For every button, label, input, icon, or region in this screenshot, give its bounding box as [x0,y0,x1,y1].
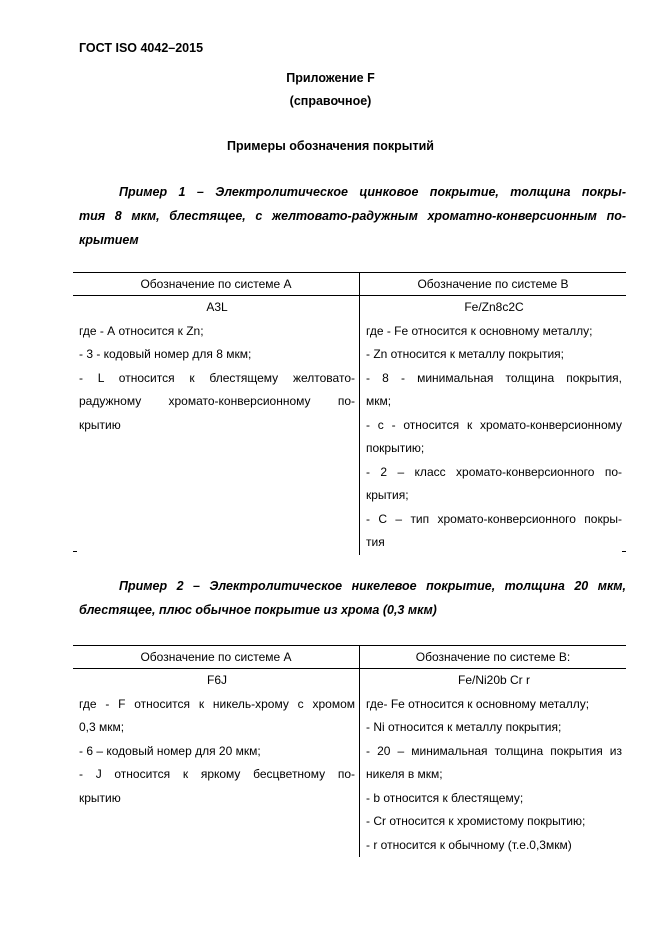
document-header: ГОСТ ISO 4042–2015 [79,41,204,55]
col-a-cell [73,296,360,555]
col-a-code: A3L [206,300,228,314]
col-b-line: где- Fe относится к основному металлу; [366,696,590,711]
col-b-line: - Ni относится к металлу покрытия; [366,720,562,734]
col-b-line: - с - относится к хромато-конверсионному [366,417,622,432]
col-b-line: мкм; [366,394,392,408]
col-a-line: где - F относится к никель-хрому с хромом [79,696,355,711]
section-title: Примеры обозначения покрытий [227,139,434,153]
col-b-header: Обозначение по системе В [360,273,627,296]
col-b-line: - Zn относится к металлу покрытия; [366,347,565,361]
example-1-line: крытием [79,233,139,247]
appendix-type: (справочное) [289,94,372,108]
col-a-header: Обозначение по системе А [73,646,360,669]
example-1-line: Пример 1 – Электролитическое цинковое покрытие, толщина покры- [119,185,626,199]
col-b-cell [360,296,627,555]
example-1-text [79,180,626,252]
example-1-line: тия 8 мкм, блестящее, с желтовато-радужным хроматно-конверсионным по- [79,209,626,223]
col-a-line: - 3 - кодовый номер для 8 мкм; [79,347,252,361]
col-a-line: где - А относится к Zn; [79,323,204,338]
col-b-line: - 20 – минимальная толщина покрытия из [366,743,622,758]
example-2-text [79,574,626,622]
col-b-line: - 2 – класс хромато-конверсионного по- [366,464,622,479]
col-a-line: - L относится к блестящему желтовато- [79,370,355,385]
table-corner-mark [73,551,77,552]
table-corner-mark [622,551,626,552]
col-b-line: крытия; [366,488,409,502]
col-a-line: крытию [79,790,121,805]
col-b-header: Обозначение по системе В: [360,646,627,669]
designation-table-2 [73,645,626,857]
col-b-line: - r относится к обычному (т.е.0,3мкм) [366,837,572,852]
col-b-line: - b относится к блестящему; [366,790,524,805]
col-a-line: 0,3 мкм; [79,720,125,734]
col-b-line: покрытию; [366,441,425,455]
appendix-title: Приложение F [286,71,375,85]
col-a-code: F6J [206,673,227,687]
designation-table-1 [73,272,626,555]
col-a-header: Обозначение по системе А [73,273,360,296]
col-a-line: крытию [79,417,121,432]
col-b-code: Fe/Ni20b Cr r [457,673,531,687]
col-b-line: - Cr относится к хромистому покрытию; [366,814,586,828]
col-b-line: где - Fe относится к основному металлу; [366,323,593,338]
example-2-line: блестящее, плюс обычное покрытие из хрома (0,3 мкм) [79,603,437,617]
example-2-line: Пример 2 – Электролитическое никелевое покрытие, толщина 20 мкм, [119,579,626,593]
col-b-line: - 8 - минимальная толщина покрытия, [366,370,622,385]
col-a-cell [73,669,360,858]
col-b-line: тия [366,535,385,549]
col-a-line: радужному хромато-конверсионному по- [79,394,355,408]
col-a-line: - J относится к яркому бесцветному по- [79,767,355,781]
col-b-cell [360,669,627,858]
col-b-code: Fe/Zn8c2C [464,300,524,314]
col-b-line: никеля в мкм; [366,767,443,781]
col-b-line: - С – тип хромато-конверсионного покры- [366,511,622,526]
col-a-line: - 6 – кодовый номер для 20 мкм; [79,743,261,758]
